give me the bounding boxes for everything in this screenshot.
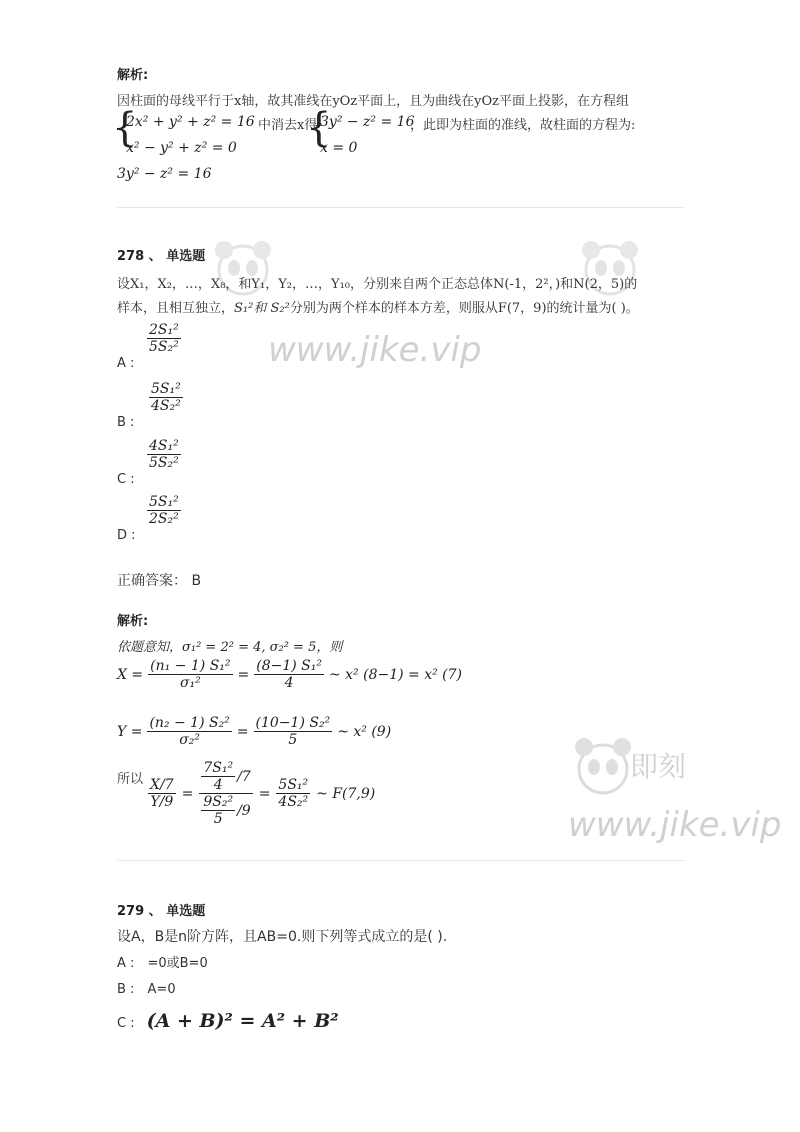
fraction-denominator: 4S₂² xyxy=(151,398,181,414)
fraction-numerator: 5S₁² xyxy=(278,777,309,793)
fraction-denominator: σ₂² xyxy=(179,732,200,748)
option-letter: A : xyxy=(117,356,135,371)
fraction-numerator: X/7 xyxy=(150,777,174,793)
divider xyxy=(117,207,684,208)
fraction-denominator: 5 xyxy=(288,732,298,748)
panda-watermark-icon xyxy=(575,238,645,302)
equation-line: x² − y² + z² = 0 xyxy=(126,140,237,156)
option-a[interactable] xyxy=(117,322,237,374)
option-b[interactable] xyxy=(117,381,237,433)
question-stem: 设X₁，X₂，…，X₈，和Y₁，Y₂，…，Y₁₀，分别来自两个正态总体N(-1，2²，)和N(2，5)的 xyxy=(117,277,638,292)
stem-part: 分别为两个样本的样本方差，则服从F(7，9)的统计量为( )。 xyxy=(289,301,639,316)
option-a[interactable] xyxy=(117,952,208,971)
equation-tail: ~ F(7,9) xyxy=(316,785,376,802)
equation-fraction xyxy=(148,658,232,691)
fraction-denominator: Y/9 xyxy=(150,794,174,810)
option-letter: A : xyxy=(117,956,135,971)
divisor: /7 xyxy=(237,768,251,785)
option-c[interactable] xyxy=(117,438,237,490)
fraction-denominator: 5S₂² xyxy=(149,455,179,471)
option-text: A=0 xyxy=(147,982,176,997)
y-equation xyxy=(117,715,391,748)
question-number: 279 、 单选题 xyxy=(117,904,206,919)
option-fraction xyxy=(147,494,181,527)
question-number: 278 、 单选题 xyxy=(117,249,206,264)
stem-math: S₁²和 S₂² xyxy=(234,301,290,316)
fraction-numerator: 2S₁² xyxy=(149,322,179,338)
watermark-text: www.jike.vip xyxy=(268,330,482,370)
equals-sign: = xyxy=(258,785,271,802)
divisor: /9 xyxy=(237,802,251,819)
analysis-line: 依题意知，σ₁² = 2² = 4, σ₂² = 5，则 xyxy=(117,640,343,655)
option-text: =0或B=0 xyxy=(147,956,208,971)
fraction-denominator: 4 xyxy=(213,777,223,793)
option-fraction xyxy=(147,322,181,355)
fraction-numerator: (8−1) S₁² xyxy=(256,658,322,674)
fraction-denominator: σ₁² xyxy=(179,675,201,691)
divider xyxy=(117,860,684,861)
equation-lhs: Y = xyxy=(117,723,143,740)
correct-answer: 正确答案： B xyxy=(117,573,202,589)
equation-brace: { xyxy=(112,105,138,151)
analysis-heading: 解析: xyxy=(117,68,149,83)
fraction-numerator: (n₂ − 1) S₂² xyxy=(149,715,230,731)
equation-line: 2x² + y² + z² = 16 xyxy=(126,114,255,130)
option-text: (A + B)² = A² + B² xyxy=(146,1010,339,1032)
option-fraction xyxy=(147,438,181,471)
question-stem xyxy=(117,297,639,316)
compound-denominator xyxy=(199,794,252,827)
option-letter: C : xyxy=(117,472,135,487)
analysis-text: ，此即为柱面的准线，故柱面的方程为: xyxy=(410,118,636,133)
equation-tail: ~ x² (8−1) = x² (7) xyxy=(328,666,463,683)
option-b[interactable] xyxy=(117,978,176,997)
option-letter: B : xyxy=(117,982,135,997)
option-c[interactable] xyxy=(117,1006,339,1032)
watermark-text: www.jike.vip xyxy=(568,805,782,845)
analysis-text: 中消去x得 xyxy=(258,118,318,133)
option-fraction xyxy=(149,381,183,414)
inner-fraction xyxy=(201,760,235,793)
compound-numerator xyxy=(199,760,252,794)
equation-brace: { xyxy=(306,105,332,151)
fraction-numerator: 9S₂² xyxy=(203,794,234,810)
equation-tail: ~ x² (9) xyxy=(337,723,392,740)
option-d[interactable] xyxy=(117,494,237,546)
equation-fraction xyxy=(254,658,324,691)
inner-fraction xyxy=(201,794,235,827)
equation-line: 3y² − z² = 16 xyxy=(320,114,415,130)
ratio-equation xyxy=(148,760,375,827)
option-letter: B : xyxy=(117,415,135,430)
option-letter: D : xyxy=(117,528,136,543)
fraction-denominator: 4 xyxy=(284,675,294,691)
fraction-numerator: (n₁ − 1) S₁² xyxy=(150,658,231,674)
panda-watermark-icon xyxy=(568,735,638,803)
fraction-numerator: 4S₁² xyxy=(149,438,179,454)
fraction-denominator: 2S₂² xyxy=(149,511,179,527)
fraction-numerator: 7S₁² xyxy=(203,760,234,776)
fraction-denominator: 4S₂² xyxy=(278,794,309,810)
equation-line: x = 0 xyxy=(320,140,358,156)
compound-fraction xyxy=(199,760,252,827)
equation-fraction xyxy=(148,777,176,810)
equals-sign: = xyxy=(181,785,194,802)
equals-sign: = xyxy=(236,723,249,740)
equation-fraction xyxy=(276,777,310,810)
watermark-text: 即刻 xyxy=(630,750,687,783)
analysis-heading: 解析: xyxy=(117,614,149,629)
equals-sign: = xyxy=(237,666,250,683)
equation-fraction xyxy=(147,715,231,748)
equation-fraction xyxy=(254,715,333,748)
panda-watermark-icon xyxy=(208,238,278,302)
stem-part: 样本，且相互独立， xyxy=(117,301,235,316)
fraction-denominator: 5 xyxy=(213,811,223,827)
x-equation xyxy=(117,658,462,691)
option-letter: C : xyxy=(117,1016,135,1031)
analysis-text: 因柱面的母线平行于x轴，故其准线在yOz平面上，且为曲线在yOz平面上投影，在方程组 xyxy=(117,94,630,109)
fraction-numerator: (10−1) S₂² xyxy=(255,715,331,731)
fraction-denominator: 5S₂² xyxy=(149,339,179,355)
analysis-text: 所以 xyxy=(117,772,144,787)
equation-result: 3y² − z² = 16 xyxy=(117,166,212,182)
question-stem: 设A，B是n阶方阵，且AB=0.则下列等式成立的是( ). xyxy=(117,929,448,945)
fraction-numerator: 5S₁² xyxy=(151,381,181,397)
fraction-numerator: 5S₁² xyxy=(149,494,179,510)
equation-lhs: X = xyxy=(117,666,144,683)
